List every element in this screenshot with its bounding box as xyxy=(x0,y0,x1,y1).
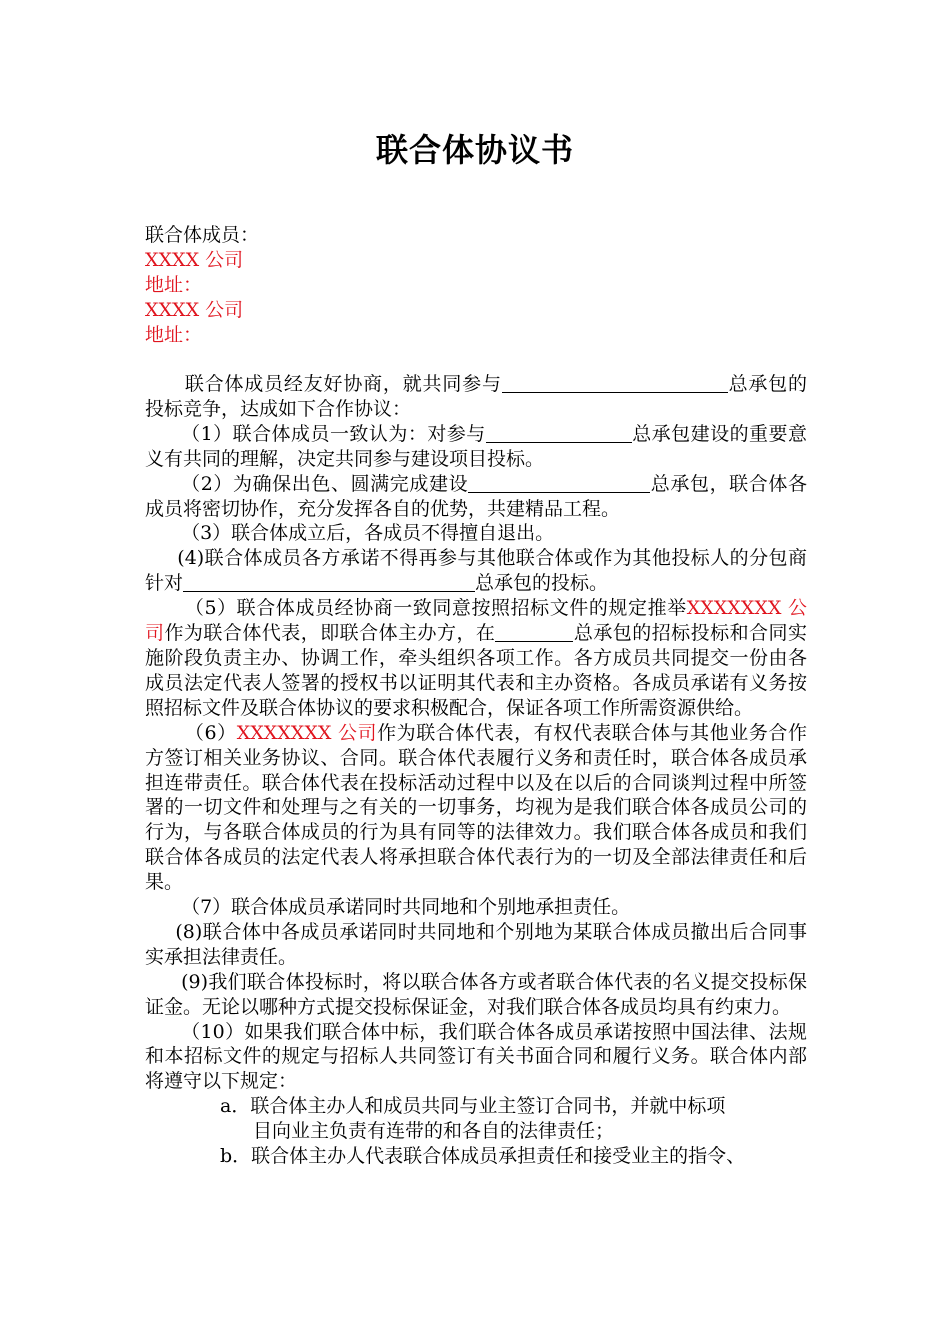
sub-clause-a-line-2: 目向业主负责有连带的和各自的法律责任； xyxy=(253,1120,615,1143)
agreement-body xyxy=(145,372,807,1169)
clause-1-text-2: 总承包建设的重要意义有共同的理解，决定共同参与建设项目投标。 xyxy=(145,422,807,470)
sub-clause-b: b．联合体主办人代表联合体成员承担责任和接受业主的指令、 xyxy=(220,1145,746,1168)
clause-8: (8)联合体中各成员承诺同时共同地和个别地为某联合体成员撤出后合同事实承担法律责任。 xyxy=(145,920,807,968)
blank-line xyxy=(486,424,632,443)
member-company-1: XXXX 公司 xyxy=(145,249,244,271)
clause-4 xyxy=(145,546,807,596)
clause-4-text-1: (4)联合体成员各方承诺不得再参与其他联合体或作为其他投标人的分包商针对 xyxy=(145,547,807,595)
intro-text-1: 联合体成员经友好协商，就共同参与 xyxy=(184,373,502,395)
member-company-2: XXXX 公司 xyxy=(145,299,244,321)
clause-5 xyxy=(145,596,807,721)
clause-10: （10）如果我们联合体中标，我们联合体各成员承诺按照中国法律、法规和本招标文件的规定与招标人共同签订有关书面合同和履行义务。联合体内部将遵守以下规定： xyxy=(145,1020,807,1093)
clause-6-company: XXXXXXX 公司 xyxy=(236,721,378,744)
blank-line xyxy=(495,623,573,642)
clause-5-company: XXXXXXX 公司 xyxy=(145,597,807,645)
blank-line xyxy=(468,474,650,493)
clause-3: （3）联合体成立后，各成员不得擅自退出。 xyxy=(181,522,555,545)
clause-9: (9)我们联合体投标时，将以联合体各方或者联合体代表的名义提交投标保证金。无论以哪种方式提交投标保证金，对我们联合体各成员均具有约束力。 xyxy=(145,970,807,1018)
intro-text-2: 总承包的投标竞争，达成如下合作协议： xyxy=(145,373,807,420)
clause-5-text-2: 作为联合体代表，即联合体主办方，在 xyxy=(164,622,496,645)
clause-5-text-1: （5）联合体成员经协商一致同意按照招标文件的规定推举 xyxy=(184,597,687,620)
clause-6 xyxy=(145,721,807,895)
blank-line xyxy=(502,374,728,393)
clause-4-text-2: 总承包的投标。 xyxy=(475,572,609,595)
clause-7: （7）联合体成员承诺同时共同地和个别地承担责任。 xyxy=(181,896,631,919)
blank-line xyxy=(183,573,475,592)
clause-1-text-1: （1）联合体成员一致认为：对参与 xyxy=(181,422,486,445)
member-address-2: 地址： xyxy=(145,324,203,346)
clause-2-text-2: 总承包，联合体各成员将密切协作，充分发挥各自的优势，共建精品工程。 xyxy=(145,472,807,520)
member-list xyxy=(145,223,805,348)
clause-1 xyxy=(145,422,807,472)
sub-clause-a-line-1: a．联合体主办人和成员共同与业主签订合同书，并就中标项 xyxy=(220,1095,726,1118)
members-label: 联合体成员： xyxy=(145,224,260,246)
clause-6-text-2: 作为联合体代表，有权代表联合体与其他业务合作方签订相关业务协议、合同。联合体代表履行义务和责任时，联合体各成员承担连带责任。联合体代表在投标活动过程中以及在以后的合同谈判过程中所签署的一切文件和处理与之有关的一切事务，均视为是我们联合体各成员公司的行为，与各联合体成员的行为具有同等的法律效力。我们联合体各成员和我们联合体各成员的法定代表人将承担联合体代表行为的一切及全部法律责任和后果。 xyxy=(145,721,807,894)
clause-2-text-1: （2）为确保出色、圆满完成建设 xyxy=(181,472,469,495)
member-address-1: 地址： xyxy=(145,274,203,296)
clause-2 xyxy=(145,472,807,522)
clause-5-text-3: 总承包的招标投标和合同实施阶段负责主办、协调工作，牵头组织各项工作。各方成员共同提交一份由各成员法定代表人签署的授权书以证明其代表和主办资格。各成员承诺有义务按照招标文件及联合体协议的要求积极配合，保证各项工作所需资源供给。 xyxy=(145,622,807,719)
clause-6-text-1: （6） xyxy=(184,721,237,744)
document-title: 联合体协议书 xyxy=(375,131,574,169)
intro-paragraph xyxy=(145,372,807,422)
